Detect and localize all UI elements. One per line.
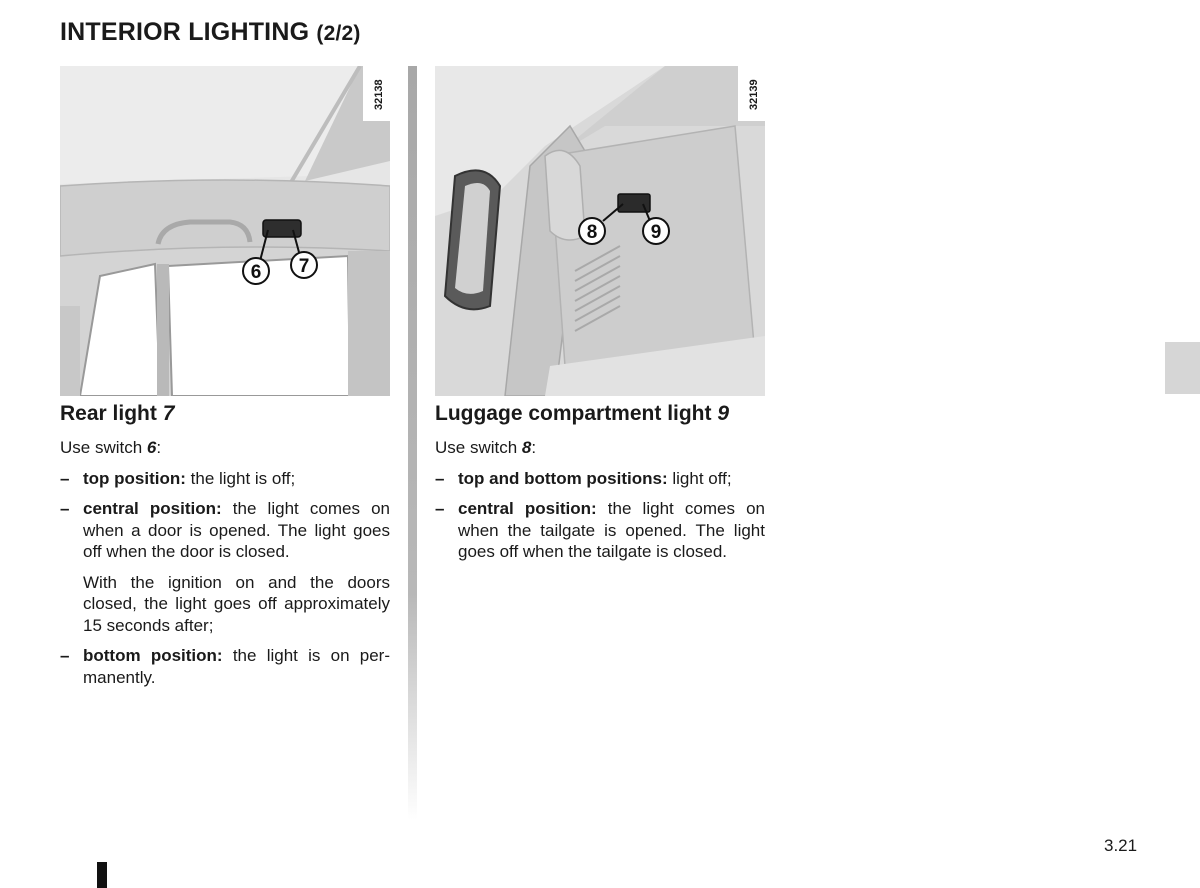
- rear-light-figure: [60, 66, 390, 396]
- luggage-light-intro-suffix: :: [531, 438, 537, 457]
- luggage-light-intro-prefix: Use switch: [435, 438, 522, 457]
- bullet-dash: –: [60, 646, 70, 665]
- rear-light-heading: [60, 400, 390, 428]
- luggage-light-item-central: [435, 498, 765, 563]
- rear-light-item-bottom: [60, 645, 390, 688]
- column-divider: [408, 66, 417, 820]
- item-term: central position:: [83, 499, 222, 518]
- rear-light-heading-text: Rear light: [60, 402, 157, 425]
- luggage-light-heading-ref: 9: [717, 402, 730, 425]
- item-term: central position:: [458, 499, 597, 518]
- luggage-light-figure-ref: 32139: [748, 79, 760, 110]
- rear-light-intro-suffix: :: [156, 438, 162, 457]
- luggage-light-heading: [435, 400, 765, 428]
- callout-8: 8: [586, 222, 598, 243]
- item-text: the light is on permanently.: [83, 646, 390, 687]
- bullet-dash: –: [60, 499, 70, 518]
- rear-light-intro-ref: 6: [146, 438, 157, 457]
- luggage-light-section: [435, 400, 765, 572]
- luggage-light-illustration: [435, 66, 765, 396]
- item-term: top and bottom positions:: [458, 468, 668, 488]
- page-title-text: INTERIOR LIGHTING: [60, 18, 310, 46]
- print-edge-mark: [97, 862, 107, 888]
- luggage-light-intro: [435, 437, 765, 459]
- page-number: 3.21: [1104, 836, 1138, 855]
- bullet-dash: –: [435, 468, 445, 488]
- luggage-light-figure: [435, 66, 765, 396]
- rear-light-item-top: [60, 468, 390, 490]
- item-text: the light comes on when the tailgate is opened. The light goes off when the tailgate is closed.: [458, 499, 765, 561]
- item-text: the light comes on when a door is opened. The light goes off when the door is closed.: [83, 499, 390, 561]
- callout-9: 9: [650, 222, 662, 243]
- luggage-light-item-top-bottom: [435, 468, 765, 490]
- item-term: bottom position:: [83, 646, 223, 665]
- rear-light-note: With the ignition on and the doors closed, the light goes off approximately 15 seconds after;: [83, 572, 390, 635]
- bullet-dash: –: [435, 499, 445, 518]
- item-text: light off;: [667, 468, 732, 488]
- item-text: the light is off;: [185, 468, 296, 488]
- chapter-tab: [1165, 342, 1200, 394]
- page-title-part: (2/2): [316, 22, 361, 45]
- luggage-light-heading-text: Luggage compartment light: [435, 402, 712, 425]
- rear-light-item-central: [60, 498, 390, 563]
- bullet-dash: –: [60, 468, 70, 488]
- rear-light-section: [60, 400, 390, 697]
- callout-7: 7: [298, 256, 310, 277]
- rear-light-illustration: [60, 66, 390, 396]
- rear-light-figure-ref: 32138: [373, 79, 385, 110]
- callout-6: 6: [250, 262, 262, 283]
- item-term: top position:: [83, 468, 186, 488]
- rear-light-intro: [60, 437, 390, 459]
- rear-light-intro-prefix: Use switch: [60, 438, 147, 457]
- page-title: [60, 18, 361, 47]
- rear-light-heading-ref: 7: [162, 402, 175, 425]
- luggage-light-intro-ref: 8: [521, 438, 532, 457]
